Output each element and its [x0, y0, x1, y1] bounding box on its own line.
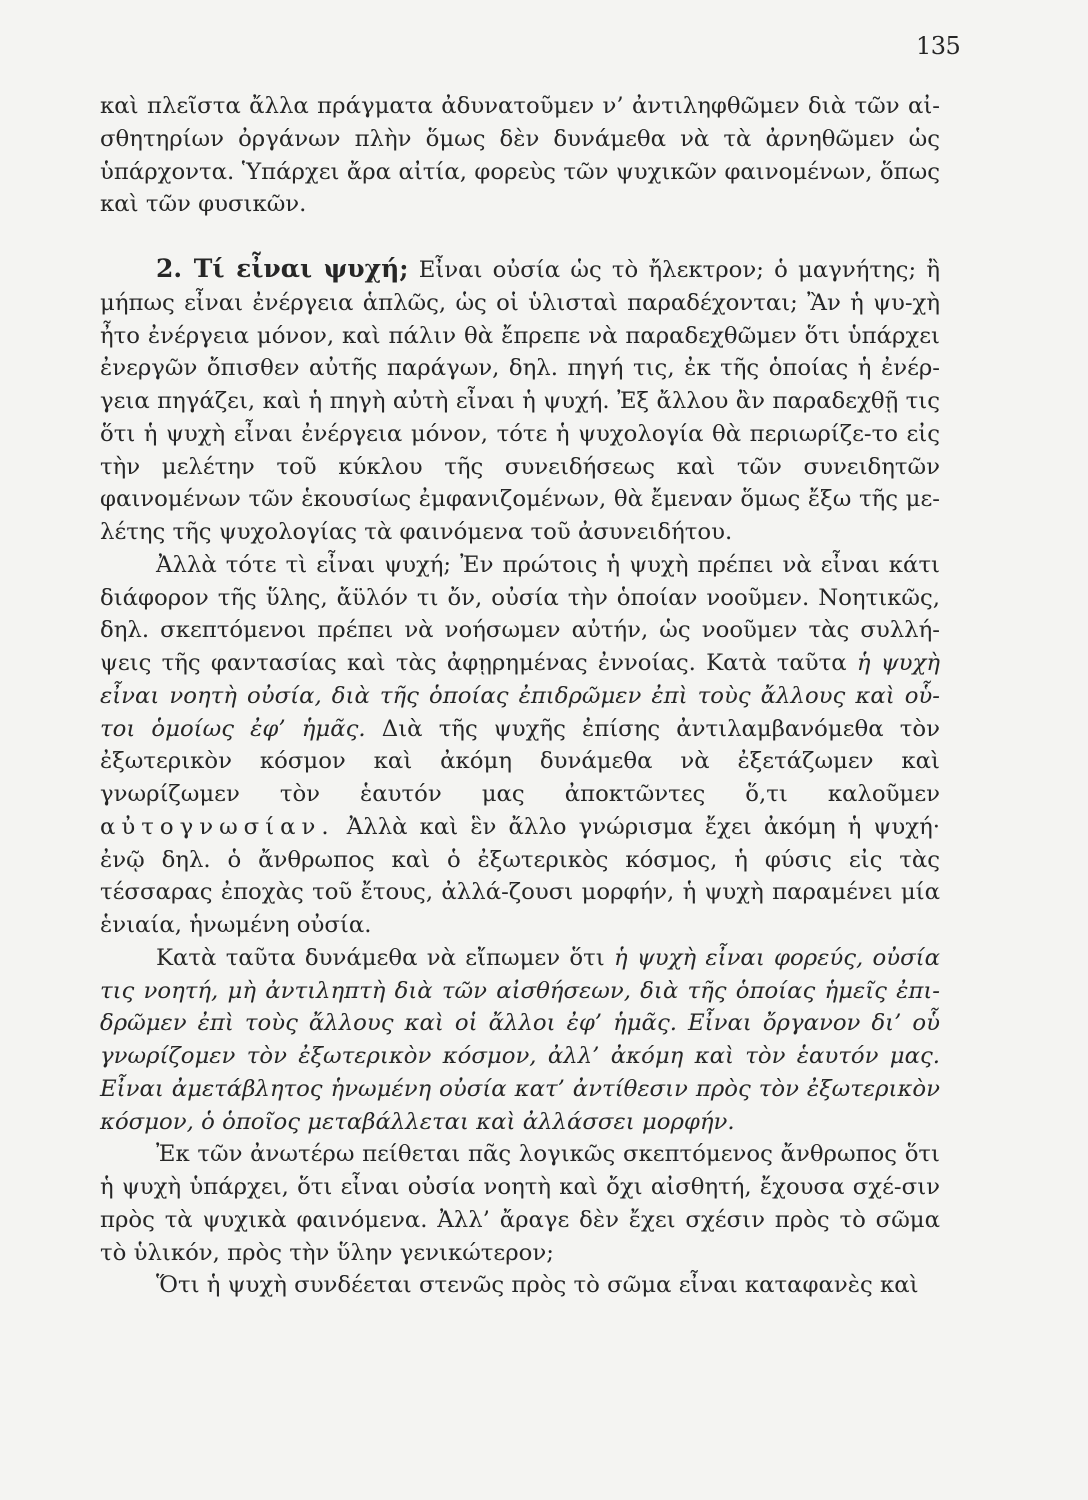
section-heading: 2. Τί εἶναι ψυχή;: [156, 254, 409, 283]
page-number: 135: [916, 32, 961, 60]
paragraph-4: [100, 942, 940, 1139]
paragraph-3-part-c: Διὰ τῆς ψυχῆς ἐπίσης ἀντιλαμβανόμεθα τὸν ἐξωτερικὸν κόσμον καὶ ἀκόμη δυνάμεθα νὰ ἐξετάζωμεν καὶ γνωρίζωμεν τὸν ἑαυτόν μας ἀποκτῶντες ὅ,τι καλοῦμεν: [100, 715, 940, 807]
paragraph-2-body: Εἶναι οὐσία ὡς τὸ ἤλεκτρον; ὁ μαγνήτης; ἢ μήπως εἶναι ἐνέργεια ἁπλῶς, ὡς οἱ ὑλισταὶ παραδέχονται; Ἂν ἡ ψυ-χὴ ἦτο ἐνέργεια μόνον, καὶ πάλιν θὰ ἔπρεπε νὰ παραδεχθῶμεν ὅτι ὑπάρχει ἐνεργῶν ὄπισθεν αὐτῆς παράγων, δηλ. πηγή τις, ἐκ τῆς ὁποίας ἡ ἐνέρ-γεια πηγάζει, καὶ ἡ πηγὴ αὐτὴ εἶναι ἡ ψυχή. Ἐξ ἄλλου ἂν παραδεχθῇ τις ὅτι ἡ ψυχὴ εἶναι ἐνέργεια μόνον, τότε ἡ ψυχολογία θὰ περιωρίζε-το εἰς τὴν μελέτην τοῦ κύκλου τῆς συνειδήσεως καὶ τῶν συνειδητῶν φαινομένων τῶν ἑκουσίως ἐμφανιζομένων, θὰ ἔμεναν ὅμως ἔξω τῆς με-λέτης τῆς ψυχολογίας τὰ φαινόμενα τοῦ ἀσυνειδήτου.: [100, 257, 940, 545]
paragraph-5: Ἐκ τῶν ἀνωτέρω πείθεται πᾶς λογικῶς σκεπτόμενος ἄνθρωπος ὅτι ἡ ψυχὴ ὑπάρχει, ὅτι εἶναι οὐσία νοητὴ καὶ ὄχι αἰσθητή, ἔχουσα σχέ-σιν πρὸς τὰ ψυχικὰ φαινόμενα. Ἀλλ’ ἄραγε δὲν ἔχει σχέσιν πρὸς τὸ σῶμα τὸ ὑλικόν, πρὸς τὴν ὕλην γενικώτερον;: [100, 1141, 940, 1266]
paragraph-3-part-e: Ἀλλὰ καὶ ἓν ἄλλο γνώρισμα ἔχει ἀκόμη ἡ ψυχή· ἐνῷ δηλ. ὁ ἄνθρωπος καὶ ὁ ἐξωτερικὸς κόσμος, ἡ φύσις εἰς τὰς τέσσαρας ἐποχὰς τοῦ ἔτους, ἀλλά-ζουσι μορφήν, ἡ ψυχὴ παραμένει μία ἑνιαία, ἡνωμένη οὐσία.: [100, 813, 940, 938]
paragraph-2: [100, 253, 940, 549]
text-column: [100, 90, 940, 1302]
paragraph-3-italic-definition: ἡ ψυχὴ εἶναι νοητὴ οὐσία, διὰ τῆς ὁποίας ἐπιδρῶμεν ἐπὶ τοὺς ἄλλους καὶ οὗ-τοι ὁμοίως ἐφ’ ἡμᾶς.: [100, 650, 940, 742]
paragraph-4-part-a: Κατὰ ταῦτα δυνάμεθα νὰ εἴπωμεν ὅτι: [156, 944, 614, 971]
spaced-term: αὐτογνωσίαν.: [100, 813, 335, 840]
paragraph-3: [100, 549, 940, 942]
paragraph-1: καὶ πλεῖστα ἄλλα πράγματα ἀδυνατοῦμεν ν’ ἀντιληφθῶμεν διὰ τῶν αἰ-σθητηρίων ὀργάνων πλὴν ὅμως δὲν δυνάμεθα νὰ τὰ ἀρνηθῶμεν ὡς ὑπάρχοντα. Ὑπάρχει ἄρα αἰτία, φορεὺς τῶν ψυχικῶν φαινομένων, ὅπως καὶ τῶν φυσικῶν.: [100, 93, 940, 218]
paragraph-4-italic-definition: ἡ ψυχὴ εἶναι φορεύς, οὐσία τις νοητή, μὴ ἀντιληπτὴ διὰ τῶν αἰσθήσεων, διὰ τῆς ὁποίας ἡμεῖς ἐπι-δρῶμεν ἐπὶ τοὺς ἄλλους καὶ οἱ ἄλλοι ἐφ’ ἡμᾶς. Εἶναι ὄργανον δι’ οὗ γνωρίζομεν τὸν ἐξωτερικὸν κόσμον, ἀλλ’ ἀκόμη καὶ τὸν ἑαυτόν μας. Εἶναι ἀμετάβλητος ἡνωμένη οὐσία κατ’ ἀντίθεσιν πρὸς τὸν ἐξωτερικὸν κόσμον, ὁ ὁποῖος μεταβάλλεται καὶ ἀλλάσσει μορφήν.: [100, 944, 941, 1135]
paragraph-6: Ὅτι ἡ ψυχὴ συνδέεται στενῶς πρὸς τὸ σῶμα εἶναι καταφανὲς καὶ: [156, 1272, 919, 1299]
paragraph-3-part-a: Ἀλλὰ τότε τὶ εἶναι ψυχή; Ἐν πρώτοις ἡ ψυχὴ πρέπει νὰ εἶναι κάτι διάφορον τῆς ὕλης, ἄϋλόν τι ὄν, οὐσία τὴν ὁποίαν νοοῦμεν. Νοητικῶς, δηλ. σκεπτόμενοι πρέπει νὰ νοήσωμεν αὐτήν, ὡς νοοῦμεν τὰς συλλή-ψεις τῆς φαντασίας καὶ τὰς ἀφῃρημένας ἐννοίας. Κατὰ ταῦτα: [100, 551, 940, 676]
